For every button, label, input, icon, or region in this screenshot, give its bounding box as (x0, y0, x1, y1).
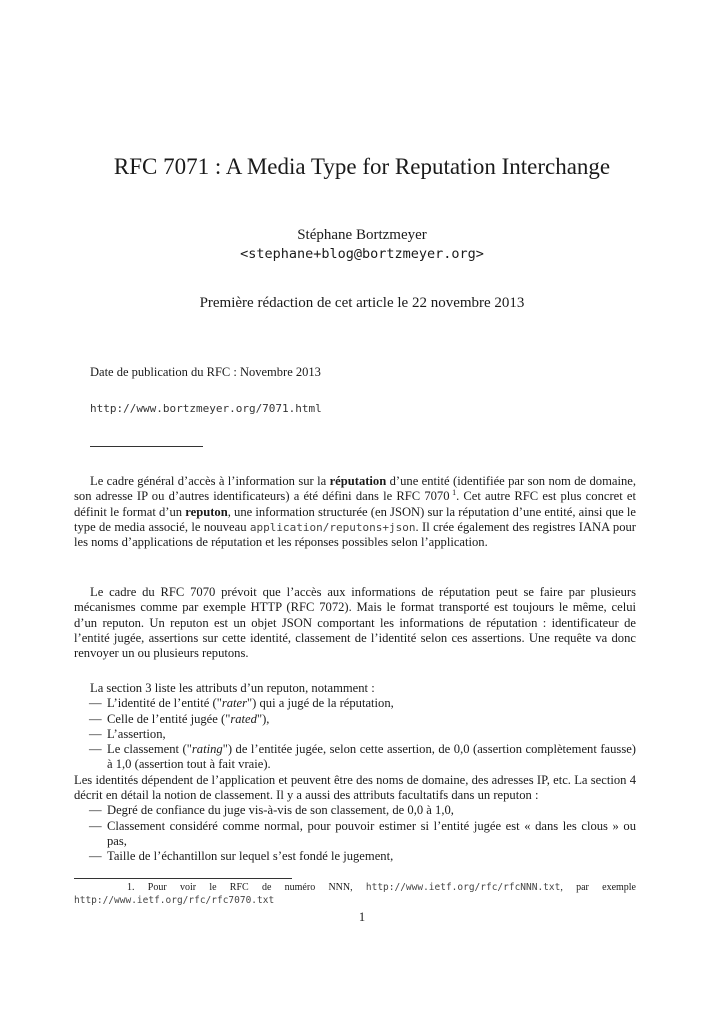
first-draft-date: Première rédaction de cet article le 22 novembre 2013 (199, 295, 525, 311)
author-email[interactable]: <stephane+blog@bortzmeyer.org> (240, 246, 484, 262)
list-item: — L’identité de l’entité ("rater") qui a jugé de la réputation, (74, 696, 636, 711)
attributes-middle-text: Les identités dépendent de l’application et peuvent être des noms de domaine, des adresses IP, etc. La section 4 décrit en détail la notion de classement. Il y a aussi des attributs facultatifs dans un reputon : (74, 772, 636, 803)
article-title: RFC 7071 : A Media Type for Reputation Interchange (113, 154, 611, 179)
list-item: — Taille de l’échantillon sur lequel s’est fondé le jugement, (74, 849, 636, 864)
footnote-marker[interactable]: 1 (452, 488, 457, 498)
paragraph-attributes (74, 681, 636, 865)
rfc-publication-date: Date de publication du RFC : Novembre 2013 (90, 365, 321, 379)
paragraph-framework: Le cadre du RFC 7070 prévoit que l’accès aux informations de réputation peut se faire par plusieurs mécanismes comme par exemple HTTP (RFC 7072). Mais le format transporté est toujours le même, celui d’un reputon. Un reputon est un objet JSON comportant les informations de réputation : identificateur de l’entité jugée, assertions sur cette identité, classement de l’identité selon ces assertions. Une requête va donc renvoyer un ou plusieurs reputons. (74, 585, 636, 661)
list-item: — Degré de confiance du juge vis-à-vis de son classement, de 0,0 à 1,0, (74, 803, 636, 818)
optional-attributes-list (74, 803, 636, 864)
media-type-code: application/reputons+json (249, 520, 416, 534)
required-attributes-list (74, 696, 636, 772)
list-item: — Classement considéré comme normal, pour pouvoir estimer si l’entité jugée est « dans les clous » ou pas, (74, 819, 636, 850)
text-run: d’une entité (identifiée par son nom de domaine, son adresse IP ou d’autres identificateurs) a été défini dans le RFC 7070 (74, 474, 636, 504)
attributes-intro: La section 3 liste les attributs d’un reputon, notamment : (90, 681, 375, 695)
rfc-url-template[interactable]: http://www.ietf.org/rfc/rfcNNN.txt (365, 882, 561, 893)
list-item: — L’assertion, (74, 727, 636, 742)
list-item: — Celle de l’entité jugée ("rated"), (74, 712, 636, 727)
text-run: Le cadre général d’accès à l’information sur la (90, 474, 330, 488)
footnote-rule (74, 878, 292, 879)
text-run: . Il crée également des registres IANA pour les noms d’applications de réputation et les réponses possibles selon l’application. (74, 519, 636, 550)
term-reputon: reputon (185, 504, 228, 519)
footnote: 1. Pour voir le RFC de numéro NNN, http://www.ietf.org/rfc/rfcNNN.txt, par exemple http://www.ietf.org/rfc/rfc7070.txt (74, 882, 636, 906)
text-run: , une information structurée (en JSON) sur la réputation d’une entité, ainsi que le type de media associé, le nouveau (74, 504, 636, 534)
list-item: — Le classement ("rating") de l’entitée jugée, selon cette assertion, de 0,0 (assertion complètement fausse) à 1,0 (assertion tout à fait vraie). (74, 742, 636, 773)
page-number: 1 (358, 910, 366, 924)
footnote-number: 1. (127, 882, 135, 893)
article-url-link[interactable]: http://www.bortzmeyer.org/7071.html (90, 402, 322, 415)
rfc7070-url-link[interactable]: http://www.ietf.org/rfc/rfc7070.txt (74, 895, 275, 906)
paragraph-intro (74, 474, 636, 550)
text-run: . Cet autre RFC est plus concret et définit le format d’un (74, 489, 636, 519)
author-name: Stéphane Bortzmeyer (297, 227, 427, 243)
term-reputation: réputation (329, 474, 387, 488)
separator-rule (90, 446, 203, 447)
